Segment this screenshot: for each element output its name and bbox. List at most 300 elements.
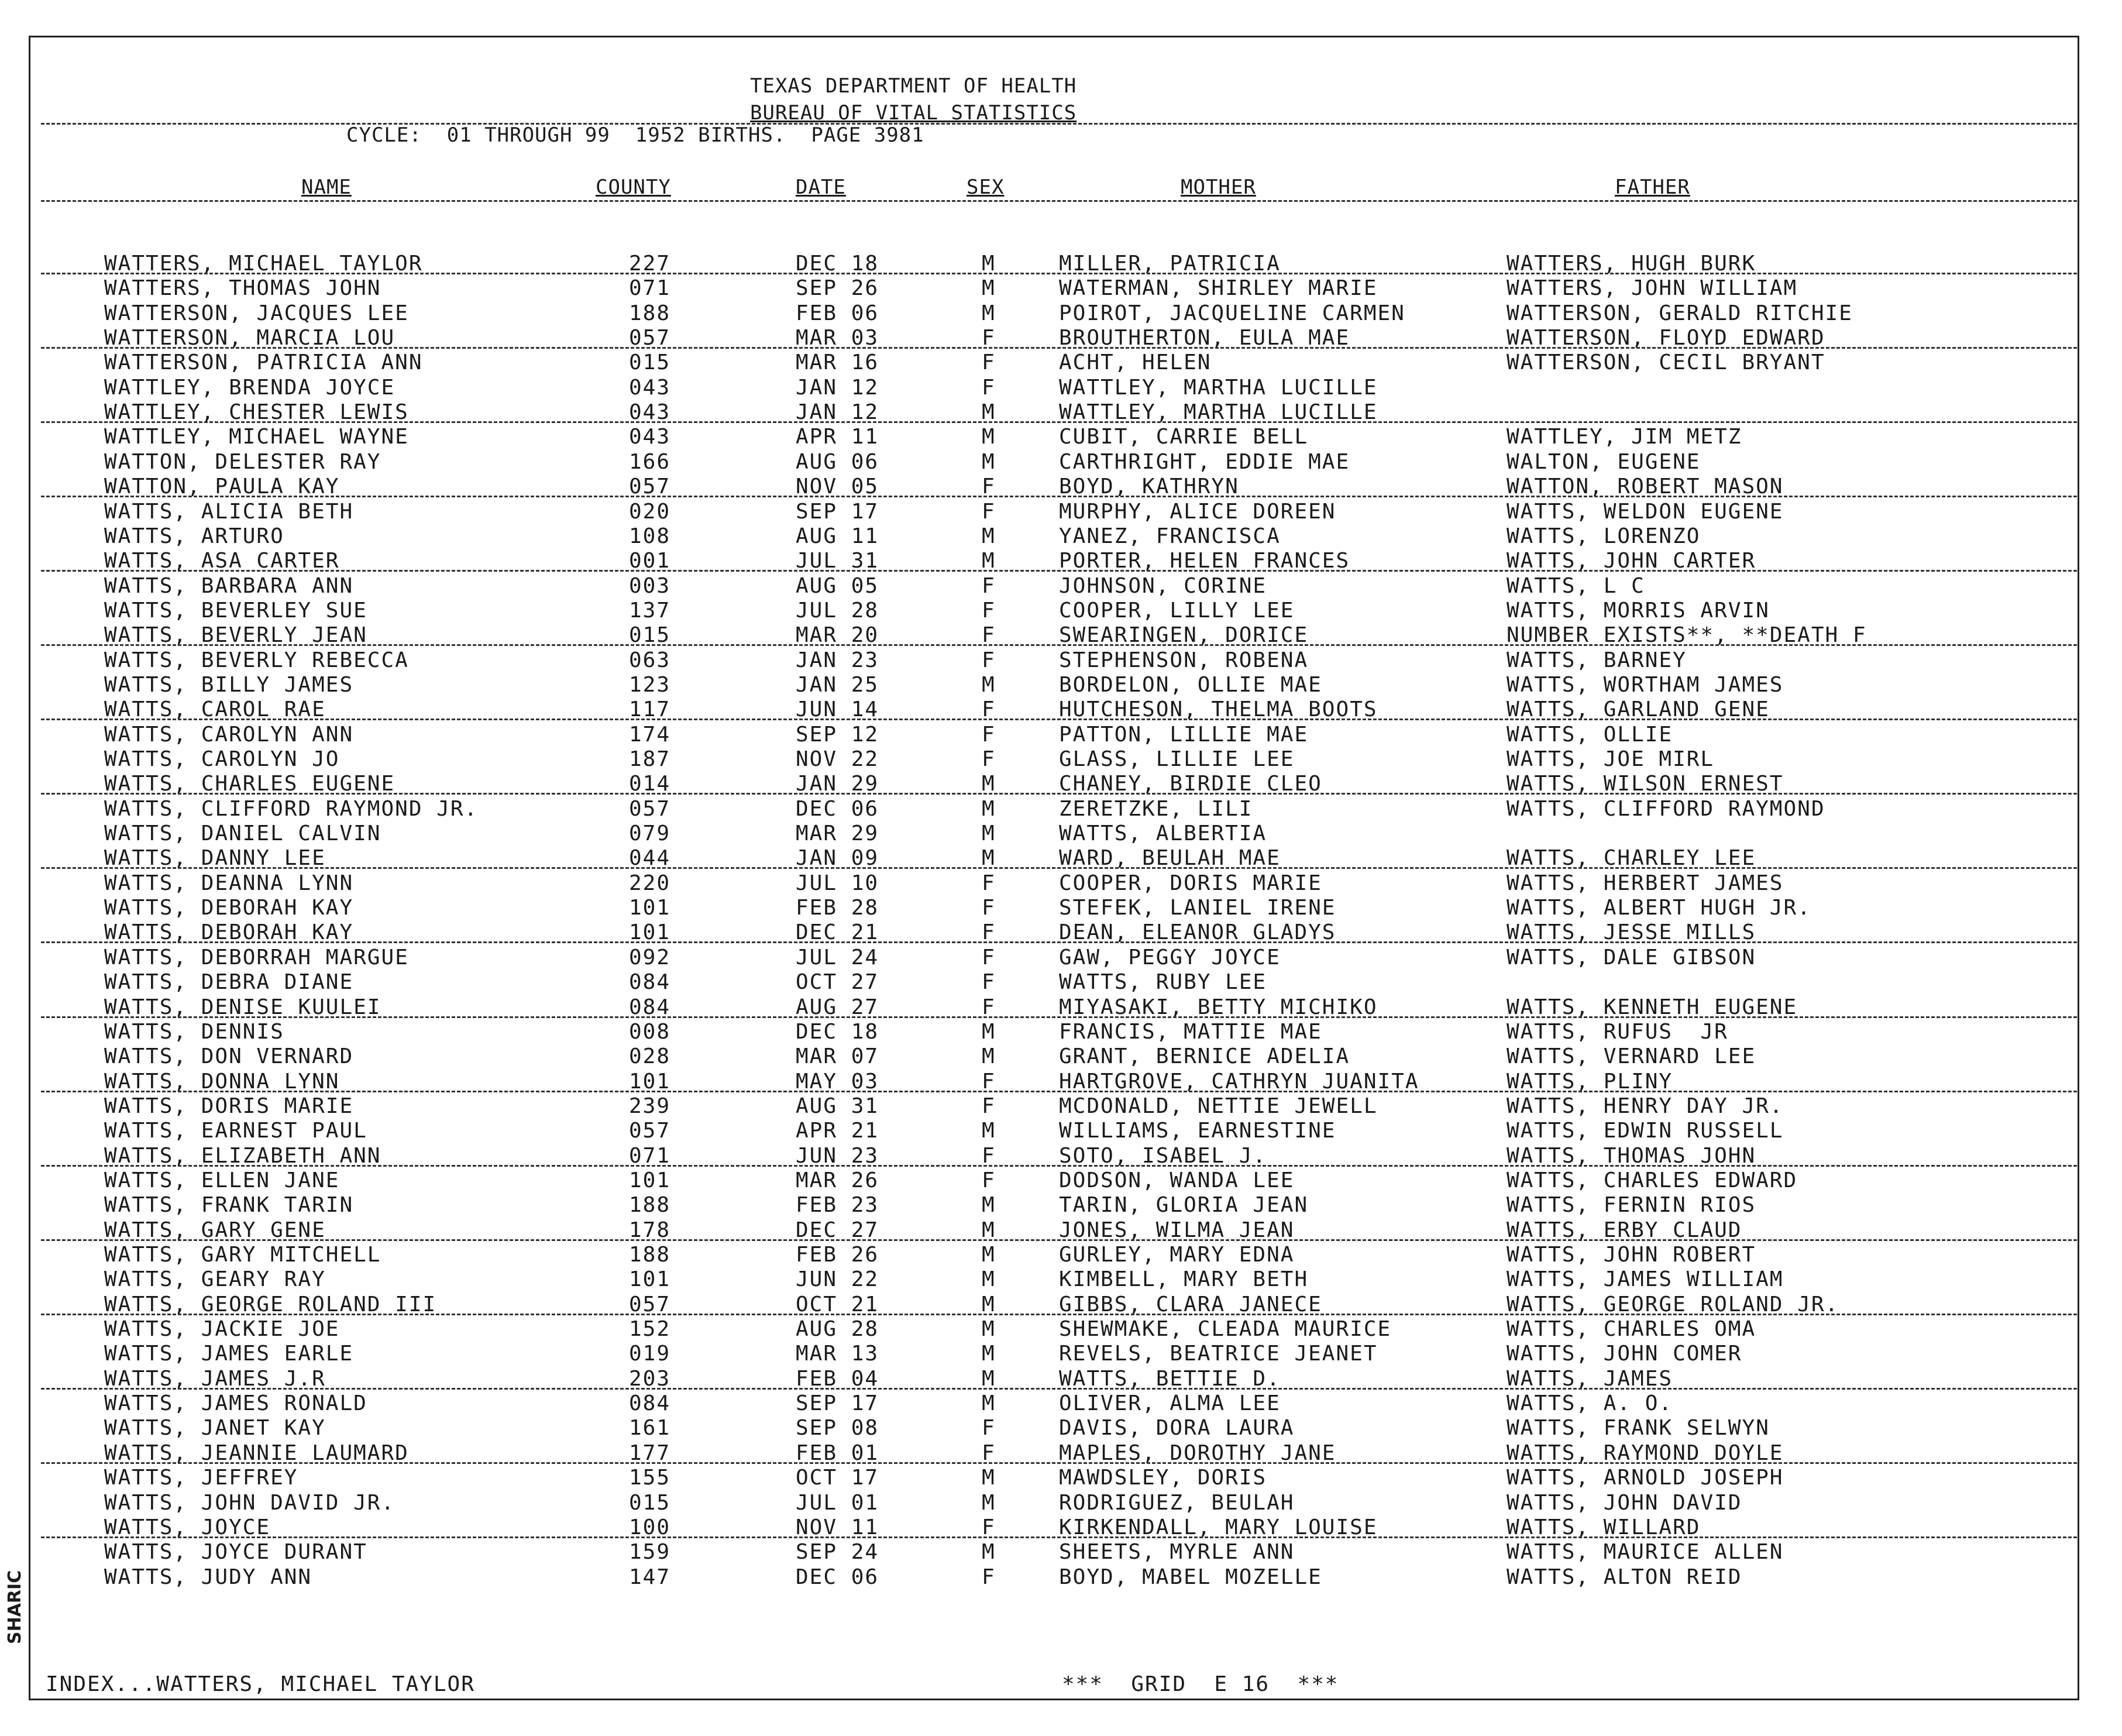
cell-mother: MURPHY, ALICE DOREEN	[1059, 499, 1336, 524]
cell-mother: WATERMAN, SHIRLEY MARIE	[1059, 276, 1378, 301]
cell-father: WATTS, BARNEY	[1507, 648, 1687, 672]
cell-county: 166	[629, 449, 671, 474]
cell-father: WATTS, WILSON ERNEST	[1507, 772, 1784, 796]
cell-county: 101	[629, 1069, 671, 1094]
cell-county: 155	[629, 1466, 671, 1490]
cell-county: 003	[629, 573, 671, 598]
cell-mother: WATTLEY, MARTHA LUCILLE	[1059, 375, 1378, 400]
grid-label: *** GRID E 16 ***	[1062, 1672, 1339, 1696]
cell-county: 220	[629, 871, 671, 895]
cell-county: 174	[629, 722, 671, 747]
cell-name: WATTS, BEVERLEY SUE	[104, 598, 367, 623]
cell-father: WALTON, EUGENE	[1507, 449, 1701, 474]
cell-county: 057	[629, 475, 671, 499]
cell-name: WATTS, JUDY ANN	[104, 1565, 312, 1589]
cell-mother: SWEARINGEN, DORICE	[1059, 623, 1309, 648]
cell-date: NOV 22	[796, 747, 879, 771]
cell-date: AUG 28	[796, 1317, 879, 1342]
cell-name: WATTS, DEBORAH KAY	[104, 920, 354, 945]
cell-date: JUL 24	[796, 945, 879, 970]
cell-county: 092	[629, 945, 671, 970]
cell-mother: DEAN, ELEANOR GLADYS	[1059, 920, 1336, 945]
cell-name: WATTS, CLIFFORD RAYMOND JR.	[104, 796, 479, 821]
cell-father: WATTS, GEORGE ROLAND JR.	[1507, 1292, 1839, 1316]
cell-mother: STEPHENSON, ROBENA	[1059, 648, 1309, 672]
cell-mother: COOPER, LILLY LEE	[1059, 598, 1295, 623]
table-row	[0, 350, 2122, 375]
cell-county: 057	[629, 796, 671, 821]
cell-father: WATTS, RAYMOND DOYLE	[1507, 1441, 1784, 1465]
cell-father: WATTS, FRANK SELWYN	[1507, 1416, 1770, 1441]
column-header-name: NAME	[301, 176, 352, 199]
cell-mother: GAW, PEGGY JOYCE	[1059, 945, 1281, 970]
cell-sex: M	[982, 252, 996, 276]
table-row	[0, 1565, 2122, 1590]
cell-date: SEP 17	[796, 499, 879, 524]
cell-father: WATTS, VERNARD LEE	[1507, 1044, 1756, 1069]
cell-father: WATTS, HERBERT JAMES	[1507, 871, 1784, 895]
cycle-line: CYCLE: 01 THROUGH 99 1952 BIRTHS. PAGE 3981	[346, 123, 924, 147]
cell-date: MAR 03	[796, 326, 879, 350]
cell-name: WATTS, BEVERLY REBECCA	[104, 648, 409, 672]
cell-date: MAR 16	[796, 350, 879, 375]
cell-name: WATTLEY, CHESTER LEWIS	[104, 400, 409, 425]
row-divider	[41, 1165, 2077, 1167]
cell-sex: F	[982, 475, 996, 499]
cell-name: WATTS, CAROLYN ANN	[104, 722, 354, 747]
cell-county: 079	[629, 821, 671, 846]
cell-county: 084	[629, 995, 671, 1019]
row-divider	[41, 1016, 2077, 1018]
table-row	[0, 1168, 2122, 1193]
cell-mother: WILLIAMS, EARNESTINE	[1059, 1119, 1336, 1143]
cell-mother: JOHNSON, CORINE	[1059, 573, 1267, 598]
cell-county: 177	[629, 1441, 671, 1465]
cell-county: 101	[629, 1267, 671, 1292]
cell-father: WATTERS, HUGH BURK	[1507, 252, 1756, 276]
cell-sex: M	[982, 1193, 996, 1218]
cell-father: WATTS, WILLARD	[1507, 1515, 1701, 1539]
row-divider	[41, 793, 2077, 795]
cell-father: WATTS, JOHN COMER	[1507, 1342, 1742, 1366]
cell-county: 043	[629, 375, 671, 400]
cell-mother: ZERETZKE, LILI	[1059, 796, 1253, 821]
cell-date: JAN 25	[796, 672, 879, 697]
cell-sex: F	[982, 995, 996, 1019]
table-row	[0, 747, 2122, 772]
cell-county: 159	[629, 1540, 671, 1565]
cell-county: 001	[629, 549, 671, 573]
cell-name: WATTON, PAULA KAY	[104, 475, 340, 499]
cell-county: 044	[629, 846, 671, 871]
cell-name: WATTS, JACKIE JOE	[104, 1317, 340, 1342]
table-row	[0, 1044, 2122, 1069]
cell-sex: F	[982, 747, 996, 771]
cell-date: SEP 12	[796, 722, 879, 747]
cell-father: WATTS, JOE MIRL	[1507, 747, 1715, 771]
table-row	[0, 1491, 2122, 1515]
cell-father: WATTS, DALE GIBSON	[1507, 945, 1756, 970]
cell-father: WATTS, PLINY	[1507, 1069, 1673, 1094]
cell-mother: CARTHRIGHT, EDDIE MAE	[1059, 449, 1350, 474]
bureau-title: BUREAU OF VITAL STATISTICS	[750, 101, 1077, 125]
cell-sex: F	[982, 648, 996, 672]
cell-mother: WATTS, RUBY LEE	[1059, 970, 1267, 995]
cell-date: JAN 12	[796, 375, 879, 400]
cell-mother: REVELS, BEATRICE JEANET	[1059, 1342, 1378, 1366]
cell-date: SEP 17	[796, 1391, 879, 1416]
cell-father: WATTS, HENRY DAY JR.	[1507, 1094, 1784, 1118]
cell-county: 015	[629, 623, 671, 648]
cell-name: WATTERSON, PATRICIA ANN	[104, 350, 423, 375]
cell-sex: M	[982, 846, 996, 871]
cell-date: DEC 21	[796, 920, 879, 945]
cell-mother: GRANT, BERNICE ADELIA	[1059, 1044, 1350, 1069]
cell-mother: MAWDSLEY, DORIS	[1059, 1466, 1267, 1490]
cell-father: WATTS, FERNIN RIOS	[1507, 1193, 1756, 1218]
cell-date: MAR 29	[796, 821, 879, 846]
cell-sex: M	[982, 400, 996, 425]
cell-father: NUMBER EXISTS**, **DEATH F	[1507, 623, 1867, 648]
cell-sex: M	[982, 1044, 996, 1069]
cell-date: MAR 20	[796, 623, 879, 648]
column-header-mother: MOTHER	[1181, 176, 1256, 199]
cell-date: SEP 24	[796, 1540, 879, 1565]
cell-name: WATTS, JOYCE DURANT	[104, 1540, 367, 1565]
cell-date: FEB 28	[796, 896, 879, 920]
cell-father: WATTS, ALTON REID	[1507, 1565, 1742, 1589]
table-row	[0, 1193, 2122, 1218]
table-row	[0, 1391, 2122, 1416]
cell-mother: STEFEK, LANIEL IRENE	[1059, 896, 1336, 920]
cell-date: NOV 05	[796, 475, 879, 499]
cell-sex: M	[982, 772, 996, 796]
cell-name: WATTS, JOYCE	[104, 1515, 271, 1539]
cell-sex: F	[982, 573, 996, 598]
row-divider	[41, 1314, 2077, 1315]
cell-date: JAN 09	[796, 846, 879, 871]
cell-date: AUG 11	[796, 524, 879, 548]
cell-father: WATTS, LORENZO	[1507, 524, 1701, 548]
table-row	[0, 1119, 2122, 1143]
cell-mother: PORTER, HELEN FRANCES	[1059, 549, 1350, 573]
cell-county: 020	[629, 499, 671, 524]
cell-mother: DODSON, WANDA LEE	[1059, 1168, 1295, 1192]
cell-father: WATTS, MAURICE ALLEN	[1507, 1540, 1784, 1565]
cell-name: WATTS, ELIZABETH ANN	[104, 1143, 381, 1168]
table-row	[0, 1243, 2122, 1267]
row-divider	[41, 941, 2077, 943]
cell-name: WATTS, CHARLES EUGENE	[104, 772, 395, 796]
cell-sex: F	[982, 697, 996, 722]
cell-county: 057	[629, 1119, 671, 1143]
cell-sex: M	[982, 1391, 996, 1416]
cell-mother: CUBIT, CARRIE BELL	[1059, 425, 1309, 449]
cell-name: WATTS, JAMES RONALD	[104, 1391, 367, 1416]
cell-mother: PATTON, LILLIE MAE	[1059, 722, 1309, 747]
cell-mother: TARIN, GLORIA JEAN	[1059, 1193, 1309, 1218]
cell-name: WATTS, DANNY LEE	[104, 846, 326, 871]
cell-sex: F	[982, 350, 996, 375]
cell-date: OCT 27	[796, 970, 879, 995]
table-row	[0, 599, 2122, 623]
cell-father: WATTS, JAMES	[1507, 1366, 1673, 1391]
cell-name: WATTS, CAROL RAE	[104, 697, 326, 722]
cell-sex: F	[982, 896, 996, 920]
cell-date: JUL 28	[796, 598, 879, 623]
cell-date: SEP 26	[796, 276, 879, 301]
cell-mother: FRANCIS, MATTIE MAE	[1059, 1019, 1322, 1044]
cell-sex: M	[982, 1540, 996, 1565]
cell-date: MAR 07	[796, 1044, 879, 1069]
cell-father: WATTS, ALBERT HUGH JR.	[1507, 896, 1811, 920]
cell-sex: M	[982, 1292, 996, 1316]
cell-name: WATTS, DEBORRAH MARGUE	[104, 945, 409, 970]
cell-county: 101	[629, 920, 671, 945]
cell-father: WATTS, GARLAND GENE	[1507, 697, 1770, 722]
row-divider	[41, 867, 2077, 869]
cell-name: WATTLEY, BRENDA JOYCE	[104, 375, 395, 400]
row-divider	[41, 273, 2077, 274]
cell-name: WATTS, JAMES J.R	[104, 1366, 326, 1391]
cell-county: 123	[629, 672, 671, 697]
side-label: SHARIC	[5, 1570, 25, 1644]
cell-sex: F	[982, 970, 996, 995]
cell-date: SEP 08	[796, 1416, 879, 1441]
cell-county: 015	[629, 350, 671, 375]
cell-date: JAN 23	[796, 648, 879, 672]
cell-mother: WATTS, BETTIE D.	[1059, 1366, 1281, 1391]
cell-date: DEC 18	[796, 1019, 879, 1044]
cell-date: AUG 06	[796, 449, 879, 474]
table-row	[0, 1020, 2122, 1044]
cell-sex: M	[982, 1366, 996, 1391]
row-divider	[41, 1462, 2077, 1464]
cell-county: 178	[629, 1218, 671, 1242]
cell-mother: MCDONALD, NETTIE JEWELL	[1059, 1094, 1378, 1118]
column-header-father: FATHER	[1615, 176, 1690, 199]
cell-county: 014	[629, 772, 671, 796]
cell-county: 227	[629, 252, 671, 276]
cell-name: WATTS, DONNA LYNN	[104, 1069, 340, 1094]
cell-father: WATTS, THOMAS JOHN	[1507, 1143, 1756, 1168]
cell-sex: M	[982, 672, 996, 697]
cell-county: 057	[629, 1292, 671, 1316]
cell-county: 028	[629, 1044, 671, 1069]
cell-county: 152	[629, 1317, 671, 1342]
cell-father: WATTS, WELDON EUGENE	[1507, 499, 1784, 524]
cell-county: 015	[629, 1490, 671, 1515]
cell-father: WATTS, CHARLES OMA	[1507, 1317, 1756, 1342]
cell-name: WATTS, DANIEL CALVIN	[104, 821, 381, 846]
cell-county: 084	[629, 1391, 671, 1416]
cell-father: WATTERSON, FLOYD EDWARD	[1507, 326, 1825, 350]
cell-name: WATTERSON, MARCIA LOU	[104, 326, 395, 350]
cell-father: WATTERS, JOHN WILLIAM	[1507, 276, 1798, 301]
cell-name: WATTS, GARY MITCHELL	[104, 1243, 381, 1267]
cell-county: 100	[629, 1515, 671, 1539]
cell-mother: KIMBELL, MARY BETH	[1059, 1267, 1309, 1292]
cell-county: 203	[629, 1366, 671, 1391]
table-row	[0, 1267, 2122, 1292]
cell-sex: F	[982, 326, 996, 350]
cell-date: MAR 13	[796, 1342, 879, 1366]
cell-sex: F	[982, 1168, 996, 1192]
table-row	[0, 425, 2122, 449]
column-header-divider	[41, 200, 2077, 202]
cell-sex: F	[982, 1094, 996, 1118]
cell-name: WATTS, DON VERNARD	[104, 1044, 354, 1069]
cell-mother: OLIVER, ALMA LEE	[1059, 1391, 1281, 1416]
table-row	[0, 871, 2122, 896]
cell-county: 071	[629, 1143, 671, 1168]
table-row	[0, 301, 2122, 326]
cell-county: 101	[629, 1168, 671, 1192]
cell-mother: CHANEY, BIRDIE CLEO	[1059, 772, 1322, 796]
cell-father: WATTS, ARNOLD JOSEPH	[1507, 1466, 1784, 1490]
cell-mother: SHEWMAKE, CLEADA MAURICE	[1059, 1317, 1392, 1342]
cell-county: 071	[629, 276, 671, 301]
column-header-sex: SEX	[967, 176, 1005, 199]
cell-county: 239	[629, 1094, 671, 1118]
cell-date: DEC 18	[796, 252, 879, 276]
cell-mother: GLASS, LILLIE LEE	[1059, 747, 1295, 771]
cell-mother: WARD, BEULAH MAE	[1059, 846, 1281, 871]
cell-name: WATTON, DELESTER RAY	[104, 449, 381, 474]
cell-name: WATTS, DEBORAH KAY	[104, 896, 354, 920]
cell-mother: BOYD, MABEL MOZELLE	[1059, 1565, 1322, 1589]
cell-sex: M	[982, 1466, 996, 1490]
cell-county: 063	[629, 648, 671, 672]
table-row	[0, 723, 2122, 747]
cell-father: WATTERSON, CECIL BRYANT	[1507, 350, 1825, 375]
cell-mother: COOPER, DORIS MARIE	[1059, 871, 1322, 895]
row-divider	[41, 496, 2077, 497]
cell-date: JUL 10	[796, 871, 879, 895]
cell-name: WATTS, BEVERLY JEAN	[104, 623, 367, 648]
cell-father: WATTS, CLIFFORD RAYMOND	[1507, 796, 1825, 821]
cell-mother: WATTS, ALBERTIA	[1059, 821, 1267, 846]
cell-name: WATTS, JEANNIE LAUMARD	[104, 1441, 409, 1465]
row-divider	[41, 570, 2077, 572]
cell-name: WATTS, ARTURO	[104, 524, 284, 548]
cell-sex: M	[982, 425, 996, 449]
cell-date: JUN 22	[796, 1267, 879, 1292]
cell-date: FEB 26	[796, 1243, 879, 1267]
cell-date: FEB 23	[796, 1193, 879, 1218]
cell-date: MAY 03	[796, 1069, 879, 1094]
table-row	[0, 821, 2122, 846]
cell-name: WATTS, DEANNA LYNN	[104, 871, 354, 895]
cell-date: FEB 01	[796, 1441, 879, 1465]
cell-date: JUL 31	[796, 549, 879, 573]
cell-date: OCT 21	[796, 1292, 879, 1316]
cell-father: WATTS, L C	[1507, 573, 1645, 598]
cell-father: WATTS, JOHN DAVID	[1507, 1490, 1742, 1515]
table-row	[0, 500, 2122, 524]
cell-sex: F	[982, 871, 996, 895]
cell-mother: MILLER, PATRICIA	[1059, 252, 1281, 276]
cell-sex: M	[982, 276, 996, 301]
cell-sex: M	[982, 1342, 996, 1366]
cell-father: WATTS, OLLIE	[1507, 722, 1673, 747]
cell-sex: M	[982, 449, 996, 474]
cell-name: WATTERS, THOMAS JOHN	[104, 276, 381, 301]
cell-name: WATTS, DENNIS	[104, 1019, 284, 1044]
cell-sex: M	[982, 524, 996, 548]
cell-father: WATTS, CHARLES EDWARD	[1507, 1168, 1798, 1192]
cell-mother: POIROT, JACQUELINE CARMEN	[1059, 301, 1405, 325]
table-row	[0, 1094, 2122, 1119]
cell-sex: M	[982, 1218, 996, 1242]
cell-name: WATTS, ALICIA BETH	[104, 499, 354, 524]
cell-father: WATTS, JESSE MILLS	[1507, 920, 1756, 945]
cell-mother: HUTCHESON, THELMA BOOTS	[1059, 697, 1378, 722]
table-row	[0, 896, 2122, 920]
cell-father: WATTS, JOHN ROBERT	[1507, 1243, 1756, 1267]
cell-sex: F	[982, 598, 996, 623]
cell-sex: F	[982, 945, 996, 970]
cell-father: WATTERSON, GERALD RITCHIE	[1507, 301, 1853, 325]
cell-county: 008	[629, 1019, 671, 1044]
cell-date: AUG 05	[796, 573, 879, 598]
cell-mother: RODRIGUEZ, BEULAH	[1059, 1490, 1295, 1515]
cell-sex: M	[982, 1267, 996, 1292]
column-header-county: COUNTY	[596, 176, 671, 199]
cell-mother: SOTO, ISABEL J.	[1059, 1143, 1267, 1168]
row-divider	[41, 644, 2077, 646]
cell-sex: F	[982, 1441, 996, 1465]
cell-sex: M	[982, 821, 996, 846]
cell-father: WATTS, RUFUS JR	[1507, 1019, 1728, 1044]
cell-name: WATTS, ELLEN JANE	[104, 1168, 340, 1192]
cell-father: WATTS, JAMES WILLIAM	[1507, 1267, 1784, 1292]
row-divider	[41, 347, 2077, 349]
cell-name: WATTS, GEARY RAY	[104, 1267, 326, 1292]
department-title: TEXAS DEPARTMENT OF HEALTH	[750, 74, 1077, 98]
cell-sex: F	[982, 1416, 996, 1441]
cell-father: WATTS, CHARLEY LEE	[1507, 846, 1756, 871]
cell-date: APR 21	[796, 1119, 879, 1143]
cell-sex: F	[982, 375, 996, 400]
table-row	[0, 1342, 2122, 1366]
cell-mother: YANEZ, FRANCISCA	[1059, 524, 1281, 548]
cell-name: WATTS, GEORGE ROLAND III	[104, 1292, 437, 1316]
cell-mother: HARTGROVE, CATHRYN JUANITA	[1059, 1069, 1419, 1094]
cell-mother: MAPLES, DOROTHY JANE	[1059, 1441, 1336, 1465]
cell-sex: F	[982, 499, 996, 524]
cell-father: WATTS, MORRIS ARVIN	[1507, 598, 1770, 623]
cell-name: WATTS, JAMES EARLE	[104, 1342, 354, 1366]
cell-county: 187	[629, 747, 671, 771]
cell-mother: GURLEY, MARY EDNA	[1059, 1243, 1295, 1267]
cell-date: MAR 26	[796, 1168, 879, 1192]
cell-county: 108	[629, 524, 671, 548]
cell-name: WATTS, DEBRA DIANE	[104, 970, 354, 995]
cell-sex: M	[982, 1019, 996, 1044]
row-divider	[41, 1091, 2077, 1092]
table-row	[0, 970, 2122, 995]
cell-sex: F	[982, 623, 996, 648]
cell-sex: M	[982, 1243, 996, 1267]
cell-date: JAN 12	[796, 400, 879, 425]
row-divider	[41, 1388, 2077, 1390]
cell-date: NOV 11	[796, 1515, 879, 1539]
cell-county: 019	[629, 1342, 671, 1366]
cell-county: 188	[629, 1243, 671, 1267]
table-row	[0, 524, 2122, 549]
cell-sex: F	[982, 920, 996, 945]
